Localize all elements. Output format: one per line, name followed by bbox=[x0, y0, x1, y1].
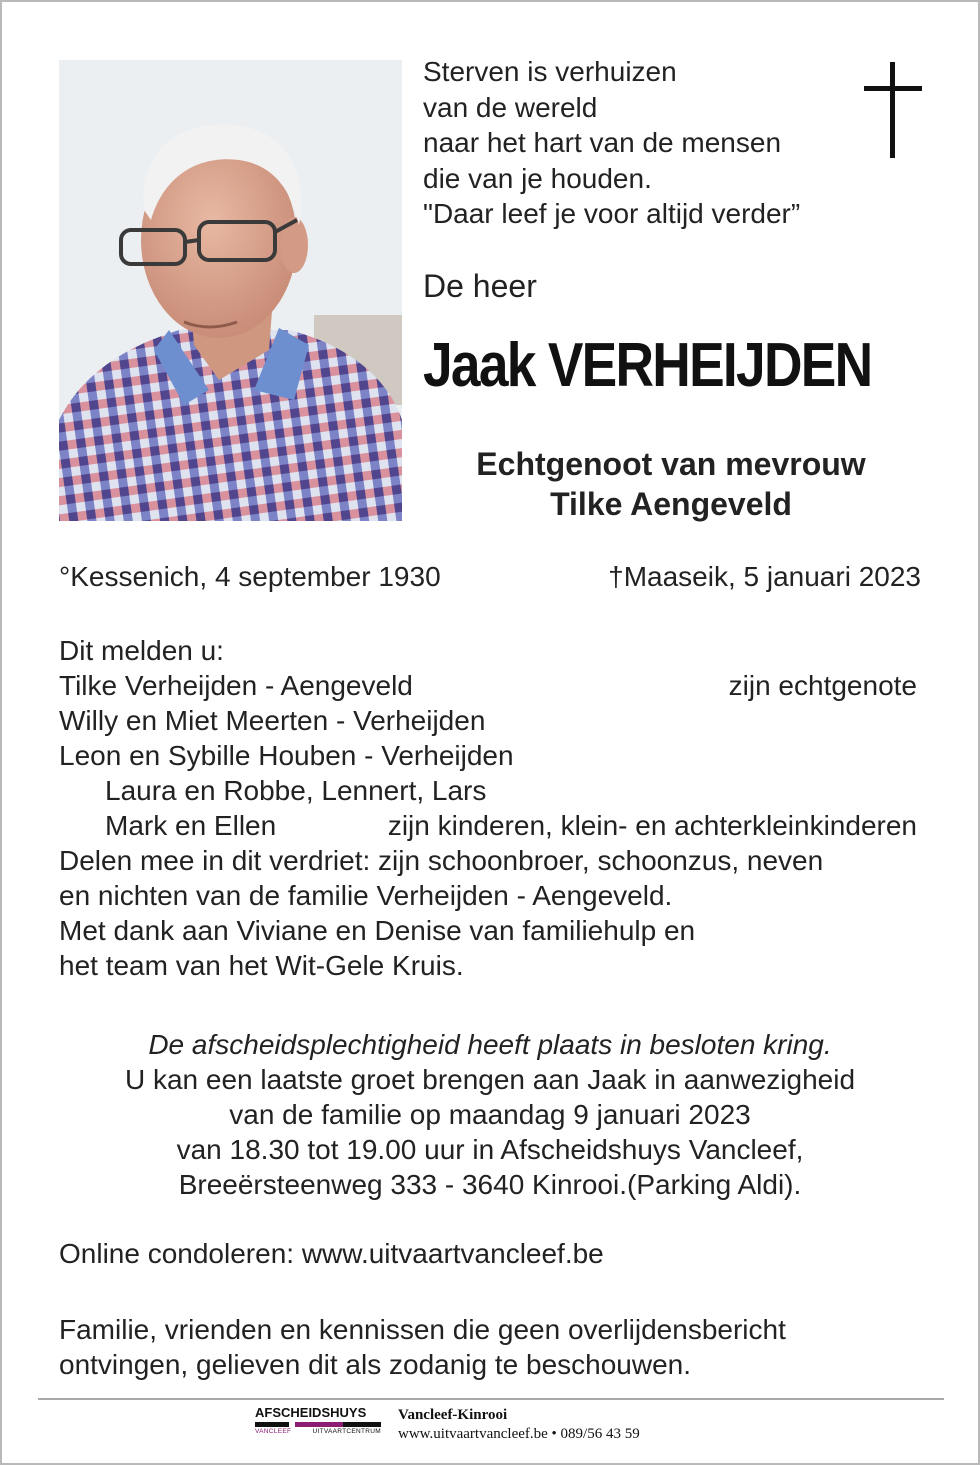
logo-sub-left: VANCLEEF bbox=[255, 1428, 292, 1435]
child-row: Willy en Miet Meerten - Verheijden bbox=[59, 705, 486, 736]
online-condolence: Online condoleren: www.uitvaartvancleef.be bbox=[59, 1238, 604, 1269]
spouse-fullname: Tilke Verheijden - Aengeveld bbox=[59, 670, 413, 701]
notice-line: ontvingen, gelieven dit als zodanig te beschouwen. bbox=[59, 1349, 691, 1380]
logo-title: AFSCHEIDSHUYS bbox=[255, 1405, 367, 1420]
family-announcement bbox=[59, 633, 921, 983]
ceremony-line: van de familie op maandag 9 januari 2023 bbox=[229, 1099, 751, 1130]
spouse-name: Tilke Aengeveld bbox=[550, 486, 792, 522]
footer-divider bbox=[38, 1398, 944, 1400]
children-role: zijn kinderen, klein- en achterkleinkinderen bbox=[387, 810, 917, 841]
logo-subtitle bbox=[255, 1428, 381, 1435]
spouse-line: Echtgenoot van mevrouw bbox=[476, 446, 866, 482]
birth-date: °Kessenich, 4 september 1930 bbox=[59, 561, 441, 592]
ceremony-line: De afscheidsplechtigheid heeft plaats in besloten kring. bbox=[148, 1029, 832, 1060]
funeral-home-logo bbox=[255, 1405, 381, 1441]
ceremony-line: U kan een laatste groet brengen aan Jaak in aanwezigheid bbox=[124, 1064, 856, 1095]
logo-bar bbox=[255, 1422, 381, 1427]
notice-line: Familie, vrienden en kennissen die geen overlijdensbericht bbox=[59, 1314, 786, 1345]
intro-line: Dit melden u: bbox=[59, 635, 224, 666]
deceased-name: Jaak VERHEIJDEN bbox=[423, 331, 872, 400]
notice bbox=[59, 1312, 921, 1382]
ceremony-line: Breeërsteenweg 333 - 3640 Kinrooi.(Parking Aldi). bbox=[178, 1169, 802, 1200]
poem-line: "Daar leef je voor altijd verder” bbox=[423, 198, 801, 229]
grandchildren-row: Laura en Robbe, Lennert, Lars bbox=[105, 775, 487, 806]
ceremony-info bbox=[59, 1027, 921, 1202]
share-line: en nichten van de familie Verheijden - Aengeveld. bbox=[59, 880, 673, 911]
spouse-role: zijn echtgenote bbox=[728, 670, 917, 701]
ceremony-line: van 18.30 tot 19.00 uur in Afscheidshuys Vancleef, bbox=[176, 1134, 804, 1165]
funeral-home-info bbox=[398, 1406, 640, 1444]
thanks-line: Met dank aan Viviane en Denise van familiehulp en bbox=[59, 915, 696, 946]
death-date: †Maaseik, 5 januari 2023 bbox=[608, 561, 921, 592]
portrait-photo bbox=[59, 60, 402, 521]
poem-line: die van je houden. bbox=[423, 162, 652, 194]
honorific: De heer bbox=[423, 268, 537, 304]
cross-icon bbox=[864, 62, 922, 160]
spouse-row bbox=[59, 668, 921, 703]
logo-sub-right: UITVAARTCENTRUM bbox=[312, 1428, 381, 1435]
child-row: Leon en Sybille Houben - Verheijden bbox=[59, 740, 514, 771]
share-line: Delen mee in dit verdriet: zijn schoonbroer, schoonzus, neven bbox=[59, 845, 824, 876]
poem bbox=[423, 54, 863, 232]
poem-line: Sterven is verhuizen bbox=[423, 56, 677, 87]
company-name: Vancleef-Kinrooi bbox=[398, 1407, 508, 1423]
poem-line: van de wereld bbox=[423, 91, 598, 123]
grandchildren-row bbox=[59, 808, 921, 843]
company-contact[interactable]: www.uitvaartvancleef.be • 089/56 43 59 bbox=[398, 1426, 640, 1442]
thanks-line: het team van het Wit-Gele Kruis. bbox=[59, 950, 464, 981]
grandchildren-names: Mark en Ellen bbox=[105, 810, 277, 841]
spouse-info bbox=[420, 444, 922, 524]
poem-line: naar het hart van de mensen bbox=[423, 127, 782, 158]
